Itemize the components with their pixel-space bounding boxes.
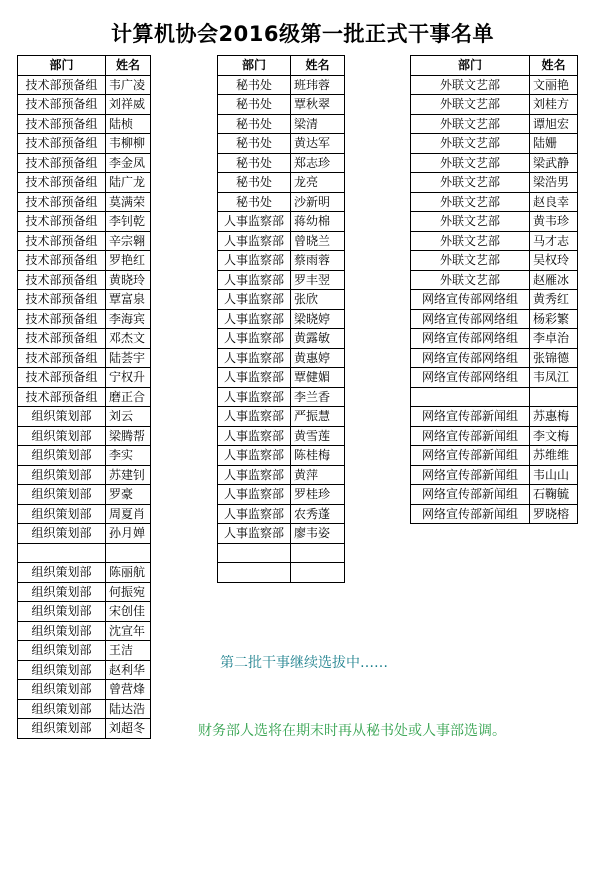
dept-cell: 外联文艺部 bbox=[411, 95, 530, 115]
name-cell: 覃富泉 bbox=[106, 290, 151, 310]
dept-cell: 人事监察部 bbox=[218, 465, 291, 485]
dept-cell: 组织策划部 bbox=[18, 407, 106, 427]
dept-cell: 技术部预备组 bbox=[18, 251, 106, 271]
name-cell: 李金凤 bbox=[106, 153, 151, 173]
dept-cell: 人事监察部 bbox=[218, 309, 291, 329]
name-cell: 刘祥威 bbox=[106, 95, 151, 115]
dept-cell: 技术部预备组 bbox=[18, 348, 106, 368]
dept-cell bbox=[411, 387, 530, 407]
name-cell: 陈丽航 bbox=[106, 563, 151, 583]
name-cell: 梁浩男 bbox=[530, 173, 578, 193]
dept-cell: 秘书处 bbox=[218, 95, 291, 115]
table-row bbox=[218, 95, 345, 115]
header-row bbox=[218, 56, 345, 76]
name-cell: 李钊乾 bbox=[106, 212, 151, 232]
name-cell bbox=[106, 543, 151, 563]
name-cell: 黄露敏 bbox=[291, 329, 345, 349]
name-cell: 王洁 bbox=[106, 641, 151, 661]
table-row bbox=[411, 485, 578, 505]
dept-cell: 人事监察部 bbox=[218, 270, 291, 290]
dept-cell: 技术部预备组 bbox=[18, 95, 106, 115]
table-row bbox=[18, 114, 151, 134]
table-row bbox=[218, 192, 345, 212]
name-header: 姓名 bbox=[530, 56, 578, 76]
dept-cell bbox=[18, 543, 106, 563]
table-row bbox=[411, 290, 578, 310]
name-cell: 曾晓兰 bbox=[291, 231, 345, 251]
dept-cell: 技术部预备组 bbox=[18, 212, 106, 232]
empty-row bbox=[18, 543, 151, 563]
dept-cell: 秘书处 bbox=[218, 153, 291, 173]
table-row bbox=[218, 173, 345, 193]
dept-cell: 外联文艺部 bbox=[411, 134, 530, 154]
dept-header: 部门 bbox=[218, 56, 291, 76]
table-row bbox=[218, 231, 345, 251]
name-cell: 覃健媚 bbox=[291, 368, 345, 388]
table-row bbox=[18, 680, 151, 700]
dept-cell: 技术部预备组 bbox=[18, 192, 106, 212]
name-cell: 陆达浩 bbox=[106, 699, 151, 719]
name-cell: 沙新明 bbox=[291, 192, 345, 212]
name-cell: 陆荟宇 bbox=[106, 348, 151, 368]
dept-cell: 技术部预备组 bbox=[18, 290, 106, 310]
table-row bbox=[18, 75, 151, 95]
table-row bbox=[18, 582, 151, 602]
dept-cell: 人事监察部 bbox=[218, 504, 291, 524]
name-cell: 孙月婵 bbox=[106, 524, 151, 544]
dept-cell: 技术部预备组 bbox=[18, 231, 106, 251]
name-cell: 沈宣年 bbox=[106, 621, 151, 641]
table-row bbox=[18, 485, 151, 505]
name-cell: 罗丰翌 bbox=[291, 270, 345, 290]
name-cell: 覃秋翠 bbox=[291, 95, 345, 115]
table-row bbox=[18, 524, 151, 544]
table-row bbox=[218, 387, 345, 407]
dept-cell: 组织策划部 bbox=[18, 680, 106, 700]
dept-cell: 组织策划部 bbox=[18, 719, 106, 739]
name-cell: 梁武静 bbox=[530, 153, 578, 173]
dept-cell: 组织策划部 bbox=[18, 563, 106, 583]
name-cell: 宋创佳 bbox=[106, 602, 151, 622]
dept-cell: 人事监察部 bbox=[218, 407, 291, 427]
name-cell: 宁权升 bbox=[106, 368, 151, 388]
table-row bbox=[218, 290, 345, 310]
name-cell: 黄韦珍 bbox=[530, 212, 578, 232]
table-row bbox=[411, 368, 578, 388]
dept-cell: 外联文艺部 bbox=[411, 251, 530, 271]
header-row bbox=[411, 56, 578, 76]
name-cell: 黄达军 bbox=[291, 134, 345, 154]
finance-dept-note: 财务部人选将在期末时再从秘书处或人事部选调。 bbox=[198, 723, 506, 739]
table-row bbox=[411, 446, 578, 466]
name-cell: 何振宛 bbox=[106, 582, 151, 602]
roster-table-2 bbox=[217, 55, 345, 583]
name-cell: 蒋幼棉 bbox=[291, 212, 345, 232]
dept-cell: 秘书处 bbox=[218, 173, 291, 193]
dept-cell: 技术部预备组 bbox=[18, 387, 106, 407]
dept-cell: 秘书处 bbox=[218, 134, 291, 154]
dept-cell: 秘书处 bbox=[218, 192, 291, 212]
name-cell: 李文梅 bbox=[530, 426, 578, 446]
roster-table-1 bbox=[17, 55, 151, 739]
name-cell: 张欣 bbox=[291, 290, 345, 310]
name-cell: 磨正合 bbox=[106, 387, 151, 407]
table-row bbox=[18, 699, 151, 719]
table-row bbox=[411, 251, 578, 271]
table-row bbox=[18, 465, 151, 485]
name-cell: 刘超冬 bbox=[106, 719, 151, 739]
table-row bbox=[218, 348, 345, 368]
name-cell: 刘桂方 bbox=[530, 95, 578, 115]
second-batch-note: 第二批干事继续选拔中…… bbox=[220, 655, 388, 671]
table-row bbox=[218, 426, 345, 446]
table-row bbox=[18, 602, 151, 622]
table-row bbox=[18, 426, 151, 446]
name-cell: 韦凤江 bbox=[530, 368, 578, 388]
roster-table-3 bbox=[410, 55, 578, 524]
dept-cell: 组织策划部 bbox=[18, 660, 106, 680]
table-row bbox=[218, 270, 345, 290]
name-cell: 赵良幸 bbox=[530, 192, 578, 212]
name-cell: 罗豪 bbox=[106, 485, 151, 505]
dept-cell: 网络宣传部新闻组 bbox=[411, 407, 530, 427]
name-cell: 廖韦姿 bbox=[291, 524, 345, 544]
table-row bbox=[18, 309, 151, 329]
dept-cell: 组织策划部 bbox=[18, 524, 106, 544]
dept-cell: 组织策划部 bbox=[18, 465, 106, 485]
name-cell: 苏维维 bbox=[530, 446, 578, 466]
name-cell bbox=[291, 543, 345, 563]
dept-cell: 技术部预备组 bbox=[18, 329, 106, 349]
table-row bbox=[218, 446, 345, 466]
table-row bbox=[411, 270, 578, 290]
name-cell: 韦山山 bbox=[530, 465, 578, 485]
name-cell: 曾营烽 bbox=[106, 680, 151, 700]
table-row bbox=[218, 153, 345, 173]
name-cell: 刘云 bbox=[106, 407, 151, 427]
dept-cell: 网络宣传部新闻组 bbox=[411, 504, 530, 524]
table-row bbox=[218, 465, 345, 485]
table-row bbox=[411, 465, 578, 485]
dept-cell: 组织策划部 bbox=[18, 426, 106, 446]
table-row bbox=[18, 290, 151, 310]
table-row bbox=[411, 114, 578, 134]
dept-cell: 组织策划部 bbox=[18, 621, 106, 641]
table-row bbox=[218, 114, 345, 134]
name-cell: 吴权玲 bbox=[530, 251, 578, 271]
table-row bbox=[218, 251, 345, 271]
dept-cell: 外联文艺部 bbox=[411, 153, 530, 173]
table-row bbox=[218, 134, 345, 154]
table-row bbox=[18, 231, 151, 251]
dept-cell: 技术部预备组 bbox=[18, 309, 106, 329]
dept-cell: 技术部预备组 bbox=[18, 114, 106, 134]
name-cell: 杨彩繁 bbox=[530, 309, 578, 329]
name-cell: 赵雁冰 bbox=[530, 270, 578, 290]
dept-cell: 人事监察部 bbox=[218, 387, 291, 407]
table-row bbox=[218, 485, 345, 505]
table-row bbox=[218, 75, 345, 95]
name-cell: 陆桢 bbox=[106, 114, 151, 134]
table-row bbox=[218, 212, 345, 232]
table-row bbox=[218, 309, 345, 329]
dept-cell: 人事监察部 bbox=[218, 348, 291, 368]
name-cell: 梁腾帮 bbox=[106, 426, 151, 446]
dept-cell: 外联文艺部 bbox=[411, 270, 530, 290]
name-cell: 梁晓婷 bbox=[291, 309, 345, 329]
name-cell: 李兰香 bbox=[291, 387, 345, 407]
table-row bbox=[218, 329, 345, 349]
dept-cell: 外联文艺部 bbox=[411, 173, 530, 193]
header-row bbox=[18, 56, 151, 76]
table-row bbox=[411, 329, 578, 349]
table-row bbox=[18, 368, 151, 388]
table-row bbox=[18, 251, 151, 271]
name-cell: 龙亮 bbox=[291, 173, 345, 193]
table-row bbox=[411, 407, 578, 427]
table-row bbox=[218, 407, 345, 427]
table-row bbox=[18, 192, 151, 212]
dept-cell: 技术部预备组 bbox=[18, 270, 106, 290]
dept-cell: 组织策划部 bbox=[18, 446, 106, 466]
name-cell: 李海宾 bbox=[106, 309, 151, 329]
name-cell: 陆广龙 bbox=[106, 173, 151, 193]
name-cell: 苏建钊 bbox=[106, 465, 151, 485]
dept-cell: 网络宣传部新闻组 bbox=[411, 485, 530, 505]
name-cell: 李实 bbox=[106, 446, 151, 466]
table-row bbox=[18, 563, 151, 583]
table-row bbox=[18, 719, 151, 739]
dept-cell: 组织策划部 bbox=[18, 485, 106, 505]
name-cell: 谭旭宏 bbox=[530, 114, 578, 134]
table-row bbox=[411, 153, 578, 173]
dept-cell: 网络宣传部新闻组 bbox=[411, 426, 530, 446]
dept-cell: 技术部预备组 bbox=[18, 153, 106, 173]
dept-cell: 技术部预备组 bbox=[18, 173, 106, 193]
empty-row bbox=[218, 563, 345, 583]
table-row bbox=[411, 231, 578, 251]
name-cell: 马才志 bbox=[530, 231, 578, 251]
name-header: 姓名 bbox=[291, 56, 345, 76]
page-title: 计算机协会2016级第一批正式干事名单 bbox=[111, 22, 494, 46]
dept-cell bbox=[218, 563, 291, 583]
table-row bbox=[411, 192, 578, 212]
dept-cell: 组织策划部 bbox=[18, 641, 106, 661]
dept-cell: 网络宣传部新闻组 bbox=[411, 465, 530, 485]
name-cell: 黄萍 bbox=[291, 465, 345, 485]
name-cell bbox=[291, 563, 345, 583]
dept-cell: 外联文艺部 bbox=[411, 114, 530, 134]
name-cell: 邓杰文 bbox=[106, 329, 151, 349]
name-cell: 罗艳红 bbox=[106, 251, 151, 271]
empty-row bbox=[218, 543, 345, 563]
dept-cell: 人事监察部 bbox=[218, 446, 291, 466]
table-row bbox=[18, 153, 151, 173]
table-row bbox=[411, 95, 578, 115]
table-row bbox=[18, 348, 151, 368]
dept-cell: 秘书处 bbox=[218, 75, 291, 95]
dept-cell: 人事监察部 bbox=[218, 329, 291, 349]
name-cell: 文丽艳 bbox=[530, 75, 578, 95]
table-row bbox=[18, 446, 151, 466]
dept-cell: 人事监察部 bbox=[218, 485, 291, 505]
name-cell: 梁清 bbox=[291, 114, 345, 134]
dept-cell: 人事监察部 bbox=[218, 524, 291, 544]
empty-row bbox=[411, 387, 578, 407]
name-cell: 罗桂珍 bbox=[291, 485, 345, 505]
name-cell: 韦广凌 bbox=[106, 75, 151, 95]
dept-header: 部门 bbox=[411, 56, 530, 76]
dept-cell: 技术部预备组 bbox=[18, 368, 106, 388]
table-row bbox=[18, 212, 151, 232]
name-cell: 黄雪莲 bbox=[291, 426, 345, 446]
name-cell: 严振慧 bbox=[291, 407, 345, 427]
name-cell: 蔡雨蓉 bbox=[291, 251, 345, 271]
name-cell: 班玮蓉 bbox=[291, 75, 345, 95]
name-cell: 苏惠梅 bbox=[530, 407, 578, 427]
dept-cell: 人事监察部 bbox=[218, 426, 291, 446]
table-row bbox=[18, 660, 151, 680]
dept-cell: 人事监察部 bbox=[218, 231, 291, 251]
table-row bbox=[18, 387, 151, 407]
table-row bbox=[18, 504, 151, 524]
dept-header: 部门 bbox=[18, 56, 106, 76]
dept-cell: 组织策划部 bbox=[18, 504, 106, 524]
name-cell: 农秀蓬 bbox=[291, 504, 345, 524]
table-row bbox=[411, 504, 578, 524]
table-row bbox=[411, 348, 578, 368]
dept-cell bbox=[218, 543, 291, 563]
table-row bbox=[411, 426, 578, 446]
name-cell: 石鞠毓 bbox=[530, 485, 578, 505]
name-cell: 韦柳柳 bbox=[106, 134, 151, 154]
dept-cell: 组织策划部 bbox=[18, 602, 106, 622]
name-cell: 莫满荣 bbox=[106, 192, 151, 212]
table-row bbox=[18, 329, 151, 349]
dept-cell: 网络宣传部网络组 bbox=[411, 368, 530, 388]
table-row bbox=[411, 212, 578, 232]
dept-cell: 网络宣传部网络组 bbox=[411, 348, 530, 368]
dept-cell: 技术部预备组 bbox=[18, 134, 106, 154]
name-header: 姓名 bbox=[106, 56, 151, 76]
table-row bbox=[218, 524, 345, 544]
name-cell: 郑志珍 bbox=[291, 153, 345, 173]
dept-cell: 人事监察部 bbox=[218, 368, 291, 388]
dept-cell: 人事监察部 bbox=[218, 212, 291, 232]
name-cell: 黄惠婷 bbox=[291, 348, 345, 368]
table-row bbox=[18, 621, 151, 641]
name-cell: 黄秀红 bbox=[530, 290, 578, 310]
table-row bbox=[18, 407, 151, 427]
dept-cell: 网络宣传部网络组 bbox=[411, 290, 530, 310]
table-row bbox=[18, 641, 151, 661]
table-row bbox=[411, 134, 578, 154]
table-row bbox=[18, 95, 151, 115]
table-row bbox=[218, 504, 345, 524]
name-cell: 陆姗 bbox=[530, 134, 578, 154]
dept-cell: 外联文艺部 bbox=[411, 192, 530, 212]
name-cell: 陈桂梅 bbox=[291, 446, 345, 466]
table-row bbox=[18, 134, 151, 154]
dept-cell: 外联文艺部 bbox=[411, 212, 530, 232]
table-row bbox=[411, 173, 578, 193]
dept-cell: 网络宣传部网络组 bbox=[411, 329, 530, 349]
dept-cell: 外联文艺部 bbox=[411, 75, 530, 95]
table-row bbox=[18, 270, 151, 290]
table-row bbox=[411, 309, 578, 329]
name-cell: 黄晓玲 bbox=[106, 270, 151, 290]
table-row bbox=[18, 173, 151, 193]
dept-cell: 人事监察部 bbox=[218, 290, 291, 310]
table-row bbox=[411, 75, 578, 95]
dept-cell: 网络宣传部网络组 bbox=[411, 309, 530, 329]
dept-cell: 外联文艺部 bbox=[411, 231, 530, 251]
dept-cell: 技术部预备组 bbox=[18, 75, 106, 95]
dept-cell: 组织策划部 bbox=[18, 699, 106, 719]
dept-cell: 组织策划部 bbox=[18, 582, 106, 602]
name-cell bbox=[530, 387, 578, 407]
dept-cell: 人事监察部 bbox=[218, 251, 291, 271]
name-cell: 张锦德 bbox=[530, 348, 578, 368]
name-cell: 赵利华 bbox=[106, 660, 151, 680]
name-cell: 周夏肖 bbox=[106, 504, 151, 524]
name-cell: 罗晓榕 bbox=[530, 504, 578, 524]
name-cell: 李卓治 bbox=[530, 329, 578, 349]
dept-cell: 秘书处 bbox=[218, 114, 291, 134]
dept-cell: 网络宣传部新闻组 bbox=[411, 446, 530, 466]
name-cell: 辛宗翱 bbox=[106, 231, 151, 251]
table-row bbox=[218, 368, 345, 388]
